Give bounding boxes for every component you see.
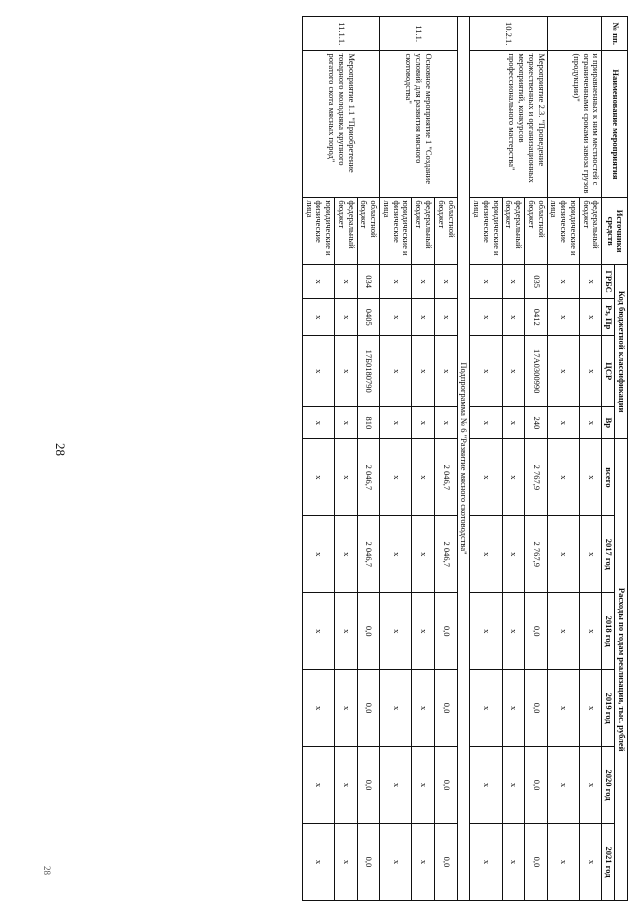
header-rzpr: Рз, Пр: [602, 299, 615, 336]
row-2021: 0,0: [434, 823, 457, 900]
row-2021: 0,0: [525, 823, 548, 900]
row-name: Основное мероприятие 1 "Создание условий для развития мясного скотоводства": [380, 51, 457, 198]
row-2020: x: [302, 747, 334, 824]
row-csr: x: [335, 336, 358, 407]
header-total: всего: [602, 439, 615, 516]
row-2021: x: [470, 823, 502, 900]
row-2019: 0,0: [434, 670, 457, 747]
row-csr: x: [412, 336, 435, 407]
row-2019: x: [579, 670, 602, 747]
row-2018: x: [470, 593, 502, 670]
row-2018: 0,0: [434, 593, 457, 670]
header-2018: 2018 год: [602, 593, 615, 670]
row-csr: 17А0300990: [525, 336, 548, 407]
table-row: [525, 17, 548, 901]
row-2020: x: [579, 747, 602, 824]
row-2019: x: [380, 670, 412, 747]
row-source: юридические и физические лица: [470, 198, 502, 265]
row-vr: x: [412, 407, 435, 439]
row-vr: x: [502, 407, 525, 439]
row-2019: x: [302, 670, 334, 747]
row-2017: x: [579, 516, 602, 593]
row-source: областной бюджет: [357, 198, 380, 265]
row-grbs: x: [470, 264, 502, 298]
header-grbs: ГРБС: [602, 264, 615, 298]
row-rzpr: x: [412, 299, 435, 336]
row-rzpr: x: [335, 299, 358, 336]
row-2018: x: [502, 593, 525, 670]
row-vr: x: [380, 407, 412, 439]
row-csr: x: [302, 336, 334, 407]
row-csr: x: [470, 336, 502, 407]
row-source: юридические и физические лица: [380, 198, 412, 265]
row-vr: 240: [525, 407, 548, 439]
row-grbs: x: [502, 264, 525, 298]
row-csr: x: [579, 336, 602, 407]
row-rzpr: x: [547, 299, 579, 336]
table-row: [579, 17, 602, 901]
row-csr: x: [380, 336, 412, 407]
row-vr: x: [302, 407, 334, 439]
row-2019: x: [502, 670, 525, 747]
row-num: [547, 17, 602, 51]
header-expenses-group: Расходы по годам реализации, тыс. рублей: [615, 439, 628, 901]
row-total: x: [547, 439, 579, 516]
row-2021: x: [335, 823, 358, 900]
row-rzpr: x: [579, 299, 602, 336]
row-grbs: 034: [357, 264, 380, 298]
row-vr: 810: [357, 407, 380, 439]
row-source: областной бюджет: [525, 198, 548, 265]
row-2020: x: [412, 747, 435, 824]
row-2021: x: [302, 823, 334, 900]
row-2020: x: [502, 747, 525, 824]
row-2017: x: [380, 516, 412, 593]
row-2020: x: [547, 747, 579, 824]
row-2019: x: [412, 670, 435, 747]
row-rzpr: x: [302, 299, 334, 336]
row-grbs: x: [547, 264, 579, 298]
row-2019: 0,0: [525, 670, 548, 747]
row-name: Мероприятие 2.3. "Проведение торжественных и организационных мероприятий, конкурсов профессионального мастерства": [470, 51, 547, 198]
row-source: федеральный бюджет: [579, 198, 602, 265]
margin-mark: 28: [42, 866, 52, 875]
row-name: Мероприятие 1.1 "Приобретение товарного молодняка крупного рогатого скота мясных пород": [302, 51, 379, 198]
row-total: x: [470, 439, 502, 516]
row-2017: x: [547, 516, 579, 593]
row-rzpr: x: [470, 299, 502, 336]
row-2018: 0,0: [357, 593, 380, 670]
row-grbs: x: [302, 264, 334, 298]
row-csr: x: [502, 336, 525, 407]
row-rzpr: 0412: [525, 299, 548, 336]
row-2017: x: [335, 516, 358, 593]
row-2020: x: [380, 747, 412, 824]
table-area: [88, 16, 628, 901]
row-rzpr: 0405: [357, 299, 380, 336]
header-num: № пп.: [602, 17, 628, 51]
row-source: федеральный бюджет: [335, 198, 358, 265]
expenses-table: [302, 16, 628, 901]
subprogram-title: Подпрограмма № 6 "Развитие мясного скотоводства": [457, 17, 470, 901]
row-2019: 0,0: [357, 670, 380, 747]
row-total: 2 046,7: [434, 439, 457, 516]
header-2021: 2021 год: [602, 823, 615, 900]
row-2021: x: [547, 823, 579, 900]
row-source: областной бюджет: [434, 198, 457, 265]
header-csr: ЦСР: [602, 336, 615, 407]
row-grbs: x: [380, 264, 412, 298]
header-kbk-group: Код бюджетной классификации: [615, 264, 628, 438]
row-2020: x: [335, 747, 358, 824]
row-2021: x: [579, 823, 602, 900]
row-csr: x: [434, 336, 457, 407]
row-2017: x: [412, 516, 435, 593]
row-grbs: x: [335, 264, 358, 298]
row-2020: 0,0: [434, 747, 457, 824]
row-2018: x: [302, 593, 334, 670]
row-total: x: [502, 439, 525, 516]
header-2019: 2019 год: [602, 670, 615, 747]
row-csr: x: [547, 336, 579, 407]
row-2020: 0,0: [357, 747, 380, 824]
header-2017: 2017 год: [602, 516, 615, 593]
row-rzpr: x: [434, 299, 457, 336]
row-2018: x: [335, 593, 358, 670]
row-source: юридические и физические лица: [547, 198, 579, 265]
row-rzpr: x: [380, 299, 412, 336]
row-grbs: x: [579, 264, 602, 298]
row-2021: x: [502, 823, 525, 900]
table-row: [457, 17, 470, 901]
row-total: x: [335, 439, 358, 516]
row-total: 2 046,7: [357, 439, 380, 516]
header-source: Источники средств: [602, 198, 628, 265]
row-total: x: [380, 439, 412, 516]
row-total: x: [412, 439, 435, 516]
row-vr: x: [434, 407, 457, 439]
row-source: федеральный бюджет: [502, 198, 525, 265]
row-2018: 0,0: [525, 593, 548, 670]
row-total: x: [302, 439, 334, 516]
row-2019: x: [470, 670, 502, 747]
row-2017: 2 767,9: [525, 516, 548, 593]
page-number: 28: [53, 443, 68, 456]
row-grbs: 035: [525, 264, 548, 298]
row-2019: x: [547, 670, 579, 747]
row-vr: x: [579, 407, 602, 439]
row-rzpr: x: [502, 299, 525, 336]
table-row: [434, 17, 457, 901]
row-vr: x: [547, 407, 579, 439]
row-vr: x: [470, 407, 502, 439]
row-2018: x: [412, 593, 435, 670]
row-2017: 2 046,7: [434, 516, 457, 593]
header-2020: 2020 год: [602, 747, 615, 824]
row-2018: x: [380, 593, 412, 670]
row-2020: 0,0: [525, 747, 548, 824]
row-2017: x: [470, 516, 502, 593]
row-total: 2 767,9: [525, 439, 548, 516]
row-2020: x: [470, 747, 502, 824]
row-2021: x: [380, 823, 412, 900]
row-2018: x: [547, 593, 579, 670]
row-2021: 0,0: [357, 823, 380, 900]
row-grbs: x: [434, 264, 457, 298]
row-source: юридические и физические лица: [302, 198, 334, 265]
row-2018: x: [579, 593, 602, 670]
row-grbs: x: [412, 264, 435, 298]
table-row: [357, 17, 380, 901]
row-source: федеральный бюджет: [412, 198, 435, 265]
row-2017: 2 046,7: [357, 516, 380, 593]
header-name: Наименование мероприятия: [602, 51, 628, 198]
header-vr: Вр: [602, 407, 615, 439]
row-name: и приравненных к ним местностей с ограниченными сроками завоза грузов (продукции)": [547, 51, 602, 198]
row-2017: x: [502, 516, 525, 593]
row-num: 11.1.1.: [302, 17, 379, 51]
row-2019: x: [335, 670, 358, 747]
row-vr: x: [335, 407, 358, 439]
row-csr: 17Б0180790: [357, 336, 380, 407]
row-num: 11.1.: [380, 17, 457, 51]
rotated-page: [88, 16, 628, 901]
row-total: x: [579, 439, 602, 516]
row-num: 10.2.1.: [470, 17, 547, 51]
row-2017: x: [302, 516, 334, 593]
row-2021: x: [412, 823, 435, 900]
